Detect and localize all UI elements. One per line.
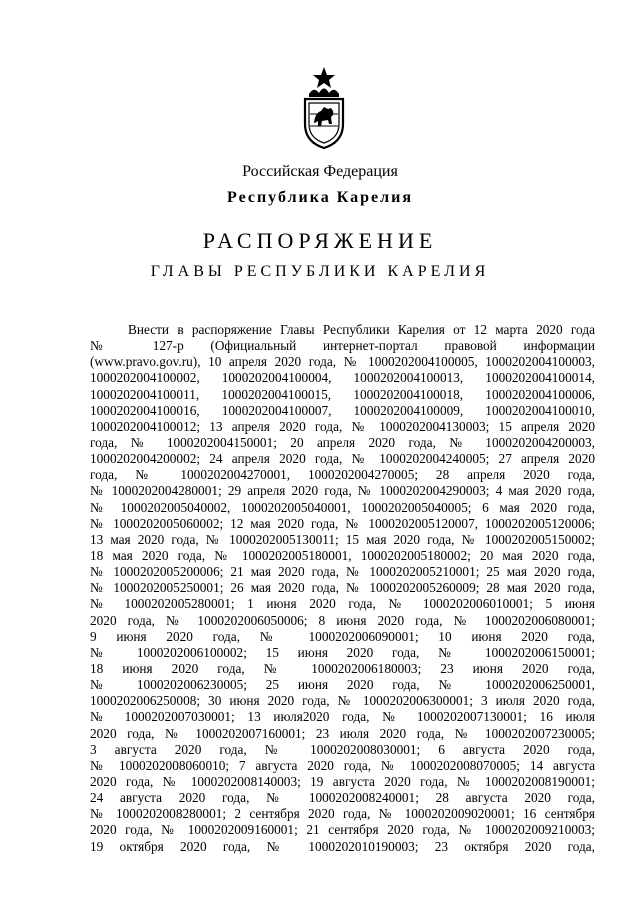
body-line: № 1000202005060002; 12 мая 2020 года, № 1000202005120007, 1000202005120006;	[90, 515, 595, 531]
body-line: 1000202004200002; 24 апреля 2020 года, № 1000202004240005; 27 апреля 2020	[90, 451, 595, 467]
body-line: 2020 года, № 1000202006050006; 8 июня 2020 года, № 1000202006080001;	[90, 612, 595, 628]
body-line: 1000202006250008; 30 июня 2020 года, № 1000202006300001; 3 июля 2020 года,	[90, 693, 595, 709]
document-type: РАСПОРЯЖЕНИЕ	[202, 228, 438, 253]
body-line: 18 мая 2020 года, № 1000202005180001, 1000202005180002; 20 мая 2020 года,	[90, 547, 595, 563]
body-line: 24 августа 2020 года, № 1000202008240001; 28 августа 2020 года,	[90, 790, 595, 806]
body-line: № 1000202006230005; 25 июня 2020 года, № 1000202006250001,	[90, 677, 595, 693]
body-line: № 1000202008060010; 7 августа 2020 года, № 1000202008070005; 14 августа	[90, 757, 595, 773]
body-line: № 1000202004280001; 29 апреля 2020 года, № 1000202004290003; 4 мая 2020 года,	[90, 483, 595, 499]
republic-name: Республика Карелия	[227, 189, 413, 206]
body-line: 19 октября 2020 года, № 1000202010190003; 23 октября 2020 года,	[90, 838, 595, 854]
body-paragraph	[90, 322, 595, 855]
karelia-coat-of-arms-icon	[300, 66, 348, 150]
body-line: № 1000202005040002, 1000202005040001, 1000202005040005; 6 мая 2020 года,	[90, 499, 595, 515]
body-line: 2020 года, № 1000202008140003; 19 августа 2020 года, № 1000202008190001;	[90, 773, 595, 789]
body-line: № 1000202007030001; 13 июля2020 года, № 1000202007130001; 16 июля	[90, 709, 595, 725]
body-line: № 1000202005250001; 26 мая 2020 года, № 1000202005260009; 28 мая 2020 года,	[90, 580, 595, 596]
body-line: № 1000202005280001; 1 июня 2020 года, № 1000202006010001; 5 июня	[90, 596, 595, 612]
body-line: 18 июня 2020 года, № 1000202006180003; 23 июня 2020 года,	[90, 660, 595, 676]
body-line: 9 июня 2020 года, № 1000202006090001; 10 июня 2020 года,	[90, 628, 595, 644]
body-line: 13 мая 2020 года, № 1000202005130011; 15 мая 2020 года, № 1000202005150002;	[90, 531, 595, 547]
body-line: 1000202004100002, 1000202004100004, 1000202004100013, 1000202004100014,	[90, 370, 595, 386]
body-line: Внести в распоряжение Главы Республики Карелия от 12 марта 2020 года	[128, 322, 595, 337]
document-issuer: ГЛАВЫ РЕСПУБЛИКИ КАРЕЛИЯ	[150, 263, 490, 280]
body-line: года, № 1000202004150001; 20 апреля 2020 года, № 1000202004200003,	[90, 434, 595, 450]
body-line: (www.pravo.gov.ru), 10 апреля 2020 года, № 1000202004100005, 1000202004100003,	[90, 354, 595, 370]
country-name: Российская Федерация	[242, 163, 398, 180]
body-line: 1000202004100016, 1000202004100007, 1000202004100009, 1000202004100010,	[90, 402, 595, 418]
body-line: № 127-р (Официальный интернет-портал правовой информации	[90, 338, 595, 354]
body-line: № 1000202008280001; 2 сентября 2020 года, № 1000202009020001; 16 сентября	[90, 806, 595, 822]
body-line: 2020 года, № 1000202009160001; 21 сентября 2020 года, № 1000202009210003;	[90, 822, 595, 838]
body-line: 1000202004100011, 1000202004100015, 1000202004100018, 1000202004100006,	[90, 386, 595, 402]
body-line: № 1000202005200006; 21 мая 2020 года, № 1000202005210001; 25 мая 2020 года,	[90, 564, 595, 580]
body-line: № 1000202006100002; 15 июня 2020 года, № 1000202006150001;	[90, 644, 595, 660]
body-line: 1000202004100012; 13 апреля 2020 года, № 1000202004130003; 15 апреля 2020	[90, 418, 595, 434]
body-line: 2020 года, № 1000202007160001; 23 июля 2020 года, № 1000202007230005;	[90, 725, 595, 741]
body-line: года, № 1000202004270001, 1000202004270005; 28 апреля 2020 года,	[90, 467, 595, 483]
body-line: 3 августа 2020 года, № 1000202008030001; 6 августа 2020 года,	[90, 741, 595, 757]
